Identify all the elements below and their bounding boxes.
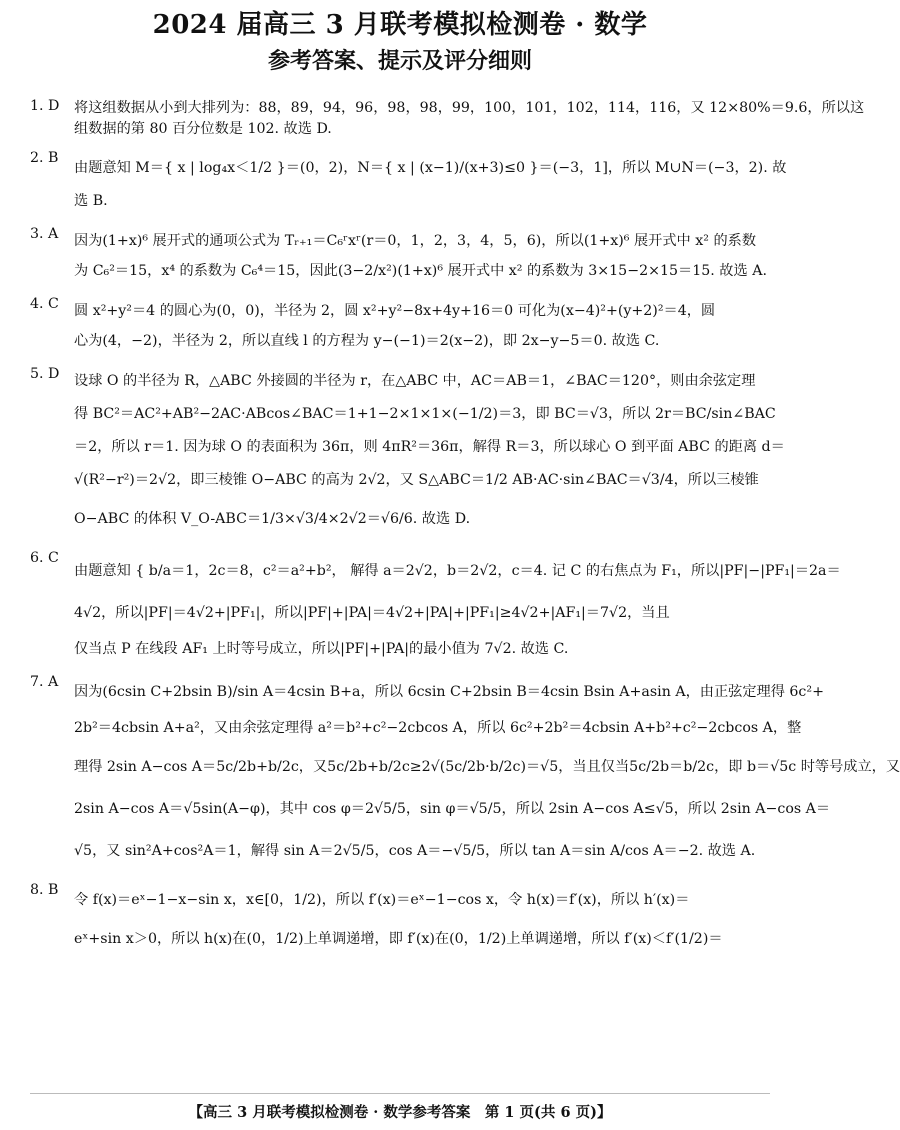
answer-number: 6. C <box>30 550 59 566</box>
footer-text: 【高三 3 月联考模拟检测卷 · 数学参考答案 第 1 页(共 6 页)】 <box>188 1104 612 1121</box>
explanation-line: 圆 x²+y²＝4 的圆心为(0，0)，半径为 2，圆 x²+y²−8x+4y+16＝0 可化为(x−4)²+(y+2)²＝4，圆 <box>74 303 716 319</box>
explanation-line: 仅当点 P 在线段 AF₁ 上时等号成立，所以|PF|+|PA|的最小值为 7√2. 故选 C. <box>74 641 569 657</box>
answer-item <box>30 150 787 216</box>
answer-explanation <box>74 674 900 872</box>
explanation-line: 令 f(x)＝eˣ−1−x−sin x，x∈[0，1/2)，所以 f′(x)＝eˣ−1−cos x，令 h(x)＝f′(x)，所以 h′(x)＝ <box>74 892 690 908</box>
explanation-line: 为 C₆²＝15，x⁴ 的系数为 C₆⁴＝15，因此(3−2/x²)(1+x)⁶ 展开式中 x² 的系数为 3×15−2×15＝15. 故选 A. <box>74 263 767 279</box>
answer-item <box>30 550 841 664</box>
answer-explanation <box>74 226 770 286</box>
answer-item <box>30 296 770 356</box>
document-subtitle: 参考答案、提示及评分细则 <box>267 48 532 74</box>
explanation-line: 选 B. <box>74 193 108 209</box>
answer-number: 5. D <box>30 366 60 382</box>
answer-explanation <box>74 366 785 540</box>
answer-number: 4. C <box>30 296 59 312</box>
explanation-line: 组数据的第 80 百分位数是 102. 故选 D. <box>74 121 332 137</box>
explanation-line: O−ABC 的体积 V_O-ABC＝1/3×√3/4×2√2＝√6/6. 故选 D. <box>74 511 471 527</box>
explanation-line: 设球 O 的半径为 R，△ABC 外接圆的半径为 r，在△ABC 中，AC＝AB＝1，∠BAC＝120°，则由余弦定理 <box>74 373 756 389</box>
answer-list <box>30 98 900 960</box>
answer-explanation <box>74 296 770 356</box>
explanation-line: 由题意知 { b/a＝1，2c＝8，c²＝a²+b²， 解得 a＝2√2，b＝2√2，c＝4. 记 C 的右焦点为 F₁，所以|PF|−|PF₁|＝2a＝ <box>74 563 841 579</box>
explanation-line: ＝2，所以 r＝1. 因为球 O 的表面积为 36π，则 4πR²＝36π，解得 R＝3，所以球心 O 到平面 ABC 的距离 d＝ <box>74 439 785 455</box>
page-footer <box>0 1101 800 1122</box>
answer-number: 8. B <box>30 882 59 898</box>
answer-item <box>30 674 900 872</box>
explanation-line: 由题意知 M＝{ x | log₄x＜1/2 }＝(0，2)，N＝{ x | (x−1)/(x+3)≤0 }＝(−3，1]，所以 M∪N＝(−3，2). 故 <box>74 160 787 176</box>
explanation-line: 得 BC²＝AC²+AB²−2AC·ABcos∠BAC＝1+1−2×1×1×(−1/2)＝3，即 BC＝√3，所以 2r＝BC/sin∠BAC <box>74 406 776 422</box>
answer-item <box>30 366 785 540</box>
footer-divider <box>30 1093 770 1094</box>
answer-explanation <box>74 550 841 664</box>
answer-number: 3. A <box>30 226 59 242</box>
explanation-line: 4√2，所以|PF|＝4√2+|PF₁|，所以|PF|+|PA|＝4√2+|PA|+|PF₁|≥4√2+|AF₁|＝7√2，当且 <box>74 605 670 621</box>
explanation-line: 因为(1+x)⁶ 展开式的通项公式为 Tᵣ₊₁＝C₆ʳxʳ(r＝0，1，2，3，4，5，6)，所以(1+x)⁶ 展开式中 x² 的系数 <box>74 233 757 249</box>
explanation-line: eˣ+sin x＞0，所以 h(x)在(0，1/2)上单调递增，即 f′(x)在(0，1/2)上单调递增，所以 f′(x)＜f′(1/2)＝ <box>74 931 723 947</box>
explanation-line: √5，又 sin²A+cos²A＝1，解得 sin A＝2√5/5，cos A＝−√5/5，所以 tan A＝sin A/cos A＝−2. 故选 A. <box>74 843 756 859</box>
answer-number: 7. A <box>30 674 59 690</box>
answer-explanation <box>74 98 864 140</box>
explanation-line: 将这组数据从小到大排列为：88，89，94，96，98，98，99，100，101，102，114，116，又 12×80%＝9.6，所以这 <box>74 100 865 116</box>
answer-item <box>30 226 770 286</box>
answer-explanation <box>74 882 770 960</box>
answer-number: 1. D <box>30 98 60 114</box>
answer-item <box>30 98 865 140</box>
explanation-line: 理得 2sin A−cos A＝5c/2b+b/2c，又5c/2b+b/2c≥2√(5c/2b·b/2c)＝√5，当且仅当5c/2b＝b/2c，即 b＝√5c 时等号成立，又 <box>74 759 900 775</box>
answer-item <box>30 882 770 960</box>
explanation-line: √(R²−r²)＝2√2，即三棱锥 O−ABC 的高为 2√2，又 S△ABC＝1/2 AB·AC·sin∠BAC＝√3/4，所以三棱锥 <box>74 472 759 488</box>
explanation-line: 2sin A−cos A＝√5sin(A−φ)，其中 cos φ＝2√5/5，sin φ＝√5/5，所以 2sin A−cos A≤√5，所以 2sin A−cos A＝ <box>74 801 831 817</box>
answer-explanation <box>74 150 786 216</box>
explanation-line: 2b²＝4cbsin A+a²，又由余弦定理得 a²＝b²+c²−2cbcos A，所以 6c²+2b²＝4cbsin A+b²+c²−2cbcos A，整 <box>74 720 802 736</box>
explanation-line: 心为(4，−2)，半径为 2，所以直线 l 的方程为 y−(−1)＝2(x−2)，即 2x−y−5＝0. 故选 C. <box>74 333 660 349</box>
answer-number: 2. B <box>30 150 59 166</box>
document-title: 2024 届高三 3 月联考模拟检测卷 · 数学 <box>152 10 648 40</box>
explanation-line: 因为(6csin C+2bsin B)/sin A＝4csin B+a，所以 6csin C+2bsin B＝4csin Bsin A+asin A，由正弦定理得 6c²+ <box>74 684 824 700</box>
